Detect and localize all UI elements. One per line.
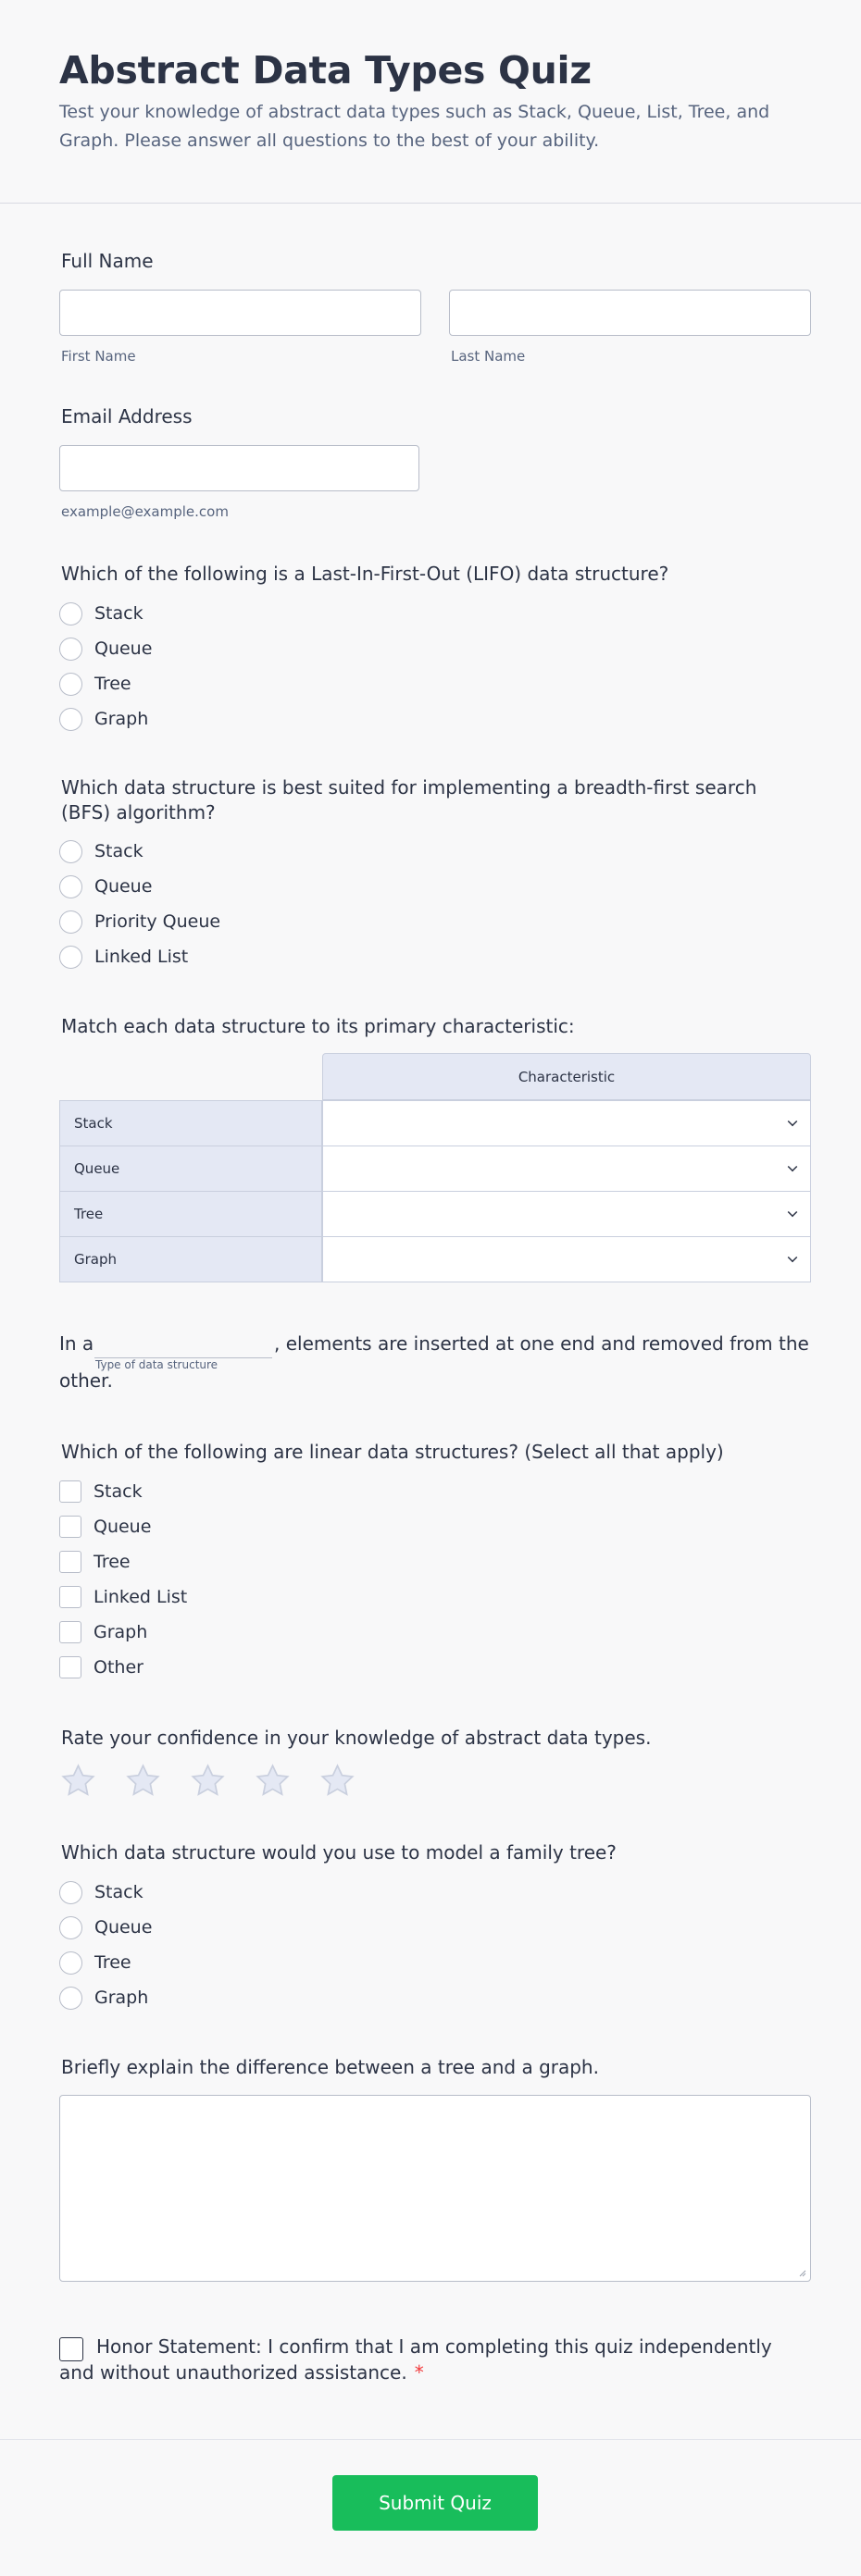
matrix-row-label: Graph	[59, 1236, 322, 1282]
q4-option[interactable]: Queue	[59, 1514, 151, 1540]
matrix-dropdown[interactable]	[322, 1191, 811, 1237]
fill-blank-input[interactable]	[94, 1336, 272, 1358]
q2-option[interactable]: Queue	[59, 873, 152, 899]
radio-button[interactable]	[59, 1987, 82, 2010]
matrix-row	[59, 1100, 811, 1146]
q4-option[interactable]: Graph	[59, 1619, 147, 1645]
radio-button[interactable]	[59, 673, 82, 696]
radio-button[interactable]	[59, 875, 82, 898]
q4-option[interactable]: Other	[59, 1654, 144, 1680]
full-name-label: Full Name	[61, 250, 154, 272]
footer-divider	[0, 2439, 861, 2440]
chevron-down-icon	[788, 1117, 798, 1127]
checkbox[interactable]	[59, 1516, 81, 1538]
checkbox[interactable]	[59, 1656, 81, 1678]
matrix-dropdown[interactable]	[322, 1100, 811, 1146]
q2-option[interactable]: Stack	[59, 838, 144, 864]
star-icon[interactable]	[318, 1762, 356, 1800]
radio-button[interactable]	[59, 708, 82, 731]
q5-option[interactable]: Tree	[59, 1950, 131, 1975]
radio-button[interactable]	[59, 1881, 82, 1904]
last-name-sublabel: Last Name	[451, 348, 526, 365]
page-description: Test your knowledge of abstract data types such as Stack, Queue, List, Tree, and Graph. Please answer all questions to the best of your ability.	[59, 102, 770, 151]
matrix-dropdown[interactable]	[322, 1146, 811, 1192]
q4-option[interactable]: Tree	[59, 1549, 131, 1575]
star-rating	[59, 1762, 356, 1800]
radio-button[interactable]	[59, 1916, 82, 1939]
chevron-down-icon	[788, 1253, 798, 1263]
q5-option[interactable]: Stack	[59, 1879, 144, 1905]
radio-button[interactable]	[59, 602, 82, 625]
q5-question: Which data structure would you use to model a family tree?	[61, 1841, 617, 1864]
radio-button[interactable]	[59, 946, 82, 969]
matrix-question: Match each data structure to its primary characteristic:	[61, 1015, 575, 1037]
star-icon[interactable]	[189, 1762, 227, 1800]
first-name-input[interactable]	[59, 290, 421, 336]
matrix-row	[59, 1191, 811, 1237]
submit-button[interactable]: Submit Quiz	[332, 2475, 538, 2531]
q1-question: Which of the following is a Last-In-First-Out (LIFO) data structure?	[61, 563, 669, 585]
email-input[interactable]	[59, 445, 419, 491]
matrix-column-header: Characteristic	[322, 1053, 811, 1100]
first-name-sublabel: First Name	[61, 348, 136, 365]
checkbox[interactable]	[59, 1586, 81, 1608]
q5-option[interactable]: Queue	[59, 1914, 152, 1940]
fill-blank-prefix: In a	[59, 1332, 94, 1355]
star-icon[interactable]	[59, 1762, 97, 1800]
fill-blank-suffix: , elements are inserted at one end and removed from the	[274, 1332, 809, 1355]
email-label: Email Address	[61, 405, 193, 427]
checkbox[interactable]	[59, 1551, 81, 1573]
last-name-input[interactable]	[449, 290, 811, 336]
q4-option[interactable]: Stack	[59, 1479, 143, 1505]
radio-button[interactable]	[59, 910, 82, 934]
checkbox[interactable]	[59, 1480, 81, 1503]
radio-button[interactable]	[59, 638, 82, 661]
explain-question: Briefly explain the difference between a tree and a graph.	[61, 2056, 599, 2078]
explain-textarea[interactable]	[59, 2095, 811, 2282]
chevron-down-icon	[788, 1208, 798, 1218]
resize-grip-icon[interactable]	[797, 2268, 806, 2277]
form-header	[0, 0, 861, 204]
q4-option[interactable]: Linked List	[59, 1584, 187, 1610]
rating-question: Rate your confidence in your knowledge of abstract data types.	[61, 1727, 652, 1749]
q1-option[interactable]: Graph	[59, 706, 148, 732]
matrix-row-label: Tree	[59, 1191, 322, 1237]
q1-option[interactable]: Queue	[59, 636, 152, 662]
q4-question: Which of the following are linear data structures? (Select all that apply)	[61, 1441, 724, 1463]
checkbox[interactable]	[59, 1621, 81, 1643]
matrix-row-label: Stack	[59, 1100, 322, 1146]
page-title: Abstract Data Types Quiz	[59, 48, 592, 93]
q5-option[interactable]: Graph	[59, 1985, 148, 2011]
q1-option[interactable]: Tree	[59, 671, 131, 697]
chevron-down-icon	[788, 1162, 798, 1172]
fill-blank-sublabel: Type of data structure	[95, 1358, 218, 1371]
matrix-row	[59, 1146, 811, 1192]
q1-option[interactable]: Stack	[59, 601, 144, 626]
honor-statement: Honor Statement: I confirm that I am completing this quiz independently and without unauthorized assistance. *	[59, 2335, 772, 2384]
required-mark: *	[414, 2361, 424, 2384]
matrix-row	[59, 1236, 811, 1282]
q2-question: Which data structure is best suited for implementing a breadth-first search (BFS) algorithm?	[61, 776, 757, 824]
radio-button[interactable]	[59, 840, 82, 863]
email-sublabel: example@example.com	[61, 503, 229, 520]
star-icon[interactable]	[124, 1762, 162, 1800]
q2-option[interactable]: Linked List	[59, 944, 188, 970]
star-icon[interactable]	[254, 1762, 292, 1800]
matrix-row-label: Queue	[59, 1146, 322, 1192]
matrix-dropdown[interactable]	[322, 1236, 811, 1282]
fill-blank-line2: other.	[59, 1369, 113, 1392]
q2-option[interactable]: Priority Queue	[59, 909, 220, 935]
radio-button[interactable]	[59, 1951, 82, 1975]
